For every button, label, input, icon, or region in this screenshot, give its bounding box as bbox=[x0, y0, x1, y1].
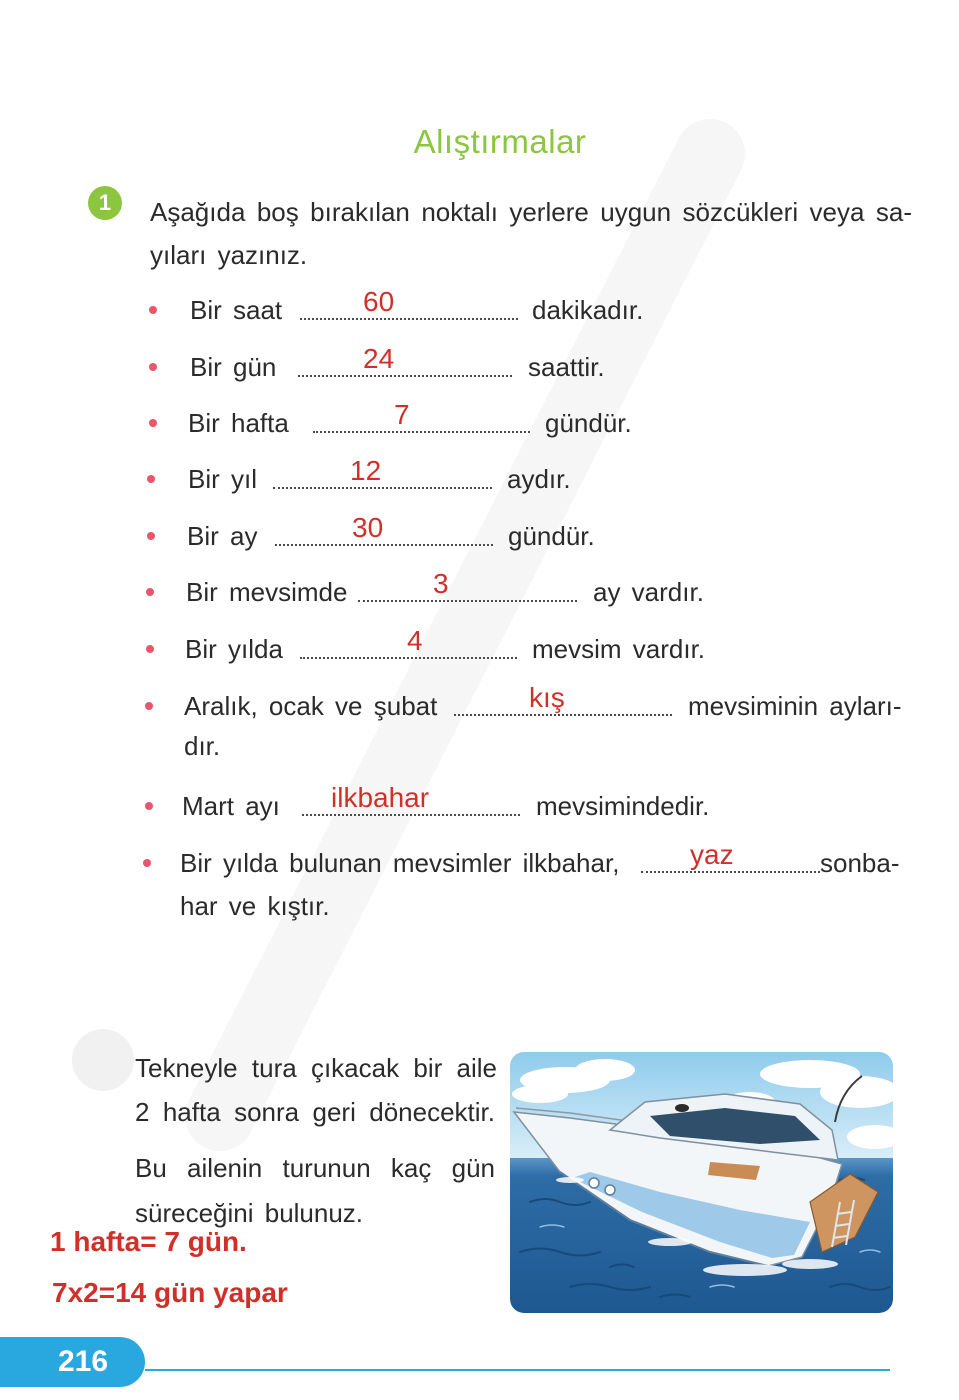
item-text-after: mevsiminin ayları- bbox=[688, 691, 902, 721]
handwritten-answer: 3 bbox=[433, 568, 449, 599]
exercise-1-number-badge: 1 bbox=[88, 186, 122, 220]
handwritten-answer: ilkbahar bbox=[331, 782, 430, 813]
item-text-before: Bir yılda bulunan mevsimler ilkbahar, bbox=[180, 848, 620, 878]
item-text-after: mevsimindedir. bbox=[536, 791, 710, 821]
bullet-dot bbox=[149, 306, 157, 314]
exercise-1-instruction-line-1: Aşağıda boş bırakılan noktalı yerlere uygun sözcükleri veya sa- bbox=[150, 197, 912, 227]
item-text-after: mevsim vardır. bbox=[532, 634, 706, 664]
handwritten-answer: yaz bbox=[690, 839, 734, 870]
item-text-before: Bir saat bbox=[190, 295, 283, 325]
item-text-before: Bir hafta bbox=[188, 408, 289, 438]
handwritten-answer: 7 bbox=[394, 399, 410, 430]
fill-item-1 bbox=[0, 286, 959, 326]
item-text-after: gündür. bbox=[508, 521, 595, 551]
exercise-2-line-3: Bu ailenin turunun kaç gün bbox=[135, 1153, 495, 1183]
bullet-dot bbox=[145, 702, 153, 710]
item-text-after: dakikadır. bbox=[532, 295, 644, 325]
bullet-dot bbox=[147, 475, 155, 483]
fill-item-6 bbox=[0, 568, 959, 608]
item-text-after: ay vardır. bbox=[593, 577, 704, 607]
boat-illustration bbox=[510, 1052, 893, 1313]
exercise-2-line-4: süreceğini bulunuz. bbox=[135, 1198, 364, 1228]
bullet-dot bbox=[143, 859, 151, 867]
dotted-blank bbox=[300, 294, 518, 320]
exercise-1-instruction-line-2: yıları yazınız. bbox=[150, 240, 308, 270]
handwritten-answer: 24 bbox=[363, 343, 395, 374]
fill-item-5 bbox=[0, 512, 959, 552]
bullet-dot bbox=[149, 363, 157, 371]
fill-item-7 bbox=[0, 625, 959, 665]
item-text-before: Bir gün bbox=[190, 352, 277, 382]
dotted-blank bbox=[358, 576, 577, 602]
fill-item-8 bbox=[0, 682, 959, 722]
item-text-before: Aralık, ocak ve şubat bbox=[184, 691, 438, 721]
fill-item-3 bbox=[0, 399, 959, 439]
roof-light bbox=[675, 1104, 689, 1112]
item-text-before: Bir yıl bbox=[188, 464, 257, 494]
handwritten-solution-line-2: 7x2=14 gün yapar bbox=[52, 1277, 288, 1308]
exercise-2-line-2: 2 hafta sonra geri dönecektir. bbox=[135, 1097, 495, 1127]
item-text-before: Bir mevsimde bbox=[186, 577, 348, 607]
page-number: 216 bbox=[58, 1345, 109, 1378]
bullet-dot bbox=[146, 588, 154, 596]
page-number-badge bbox=[0, 1337, 145, 1387]
handwritten-answer: 60 bbox=[363, 286, 395, 317]
item-text-after: saattir. bbox=[528, 352, 605, 382]
fill-item-10 bbox=[0, 839, 959, 879]
fill-item-9 bbox=[0, 782, 959, 822]
item-text-before: Mart ayı bbox=[182, 791, 280, 821]
page-title: Alıştırmalar bbox=[413, 123, 587, 160]
bullet-dot bbox=[146, 645, 154, 653]
exercise-2-number-circle bbox=[72, 1029, 134, 1091]
item-text-continuation: har ve kıştır. bbox=[180, 891, 330, 921]
dotted-blank bbox=[298, 351, 512, 377]
porthole bbox=[589, 1178, 599, 1188]
handwritten-answer: 30 bbox=[352, 512, 384, 543]
handwritten-answer: 12 bbox=[350, 455, 382, 486]
handwritten-solution-line-1: 1 hafta= 7 gün. bbox=[50, 1226, 247, 1257]
bullet-dot bbox=[147, 532, 155, 540]
item-text-before: Bir yılda bbox=[185, 634, 283, 664]
fill-item-4 bbox=[0, 455, 959, 495]
fill-item-2 bbox=[0, 343, 959, 383]
item-text-after: sonba- bbox=[820, 848, 900, 878]
footer-rule bbox=[145, 1369, 890, 1371]
item-text-after: aydır. bbox=[507, 464, 571, 494]
handwritten-answer: kış bbox=[529, 682, 565, 713]
dotted-blank bbox=[275, 520, 493, 546]
item-text-after: gündür. bbox=[545, 408, 632, 438]
bullet-dot bbox=[149, 419, 157, 427]
dotted-blank bbox=[313, 407, 530, 433]
item-text-continuation: dır. bbox=[184, 731, 221, 761]
exercise-2-line-1: Tekneyle tura çıkacak bir aile bbox=[135, 1053, 497, 1083]
dotted-blank bbox=[273, 463, 492, 489]
item-text-before: Bir ay bbox=[187, 521, 258, 551]
porthole bbox=[605, 1185, 615, 1195]
handwritten-answer: 4 bbox=[407, 625, 423, 656]
bullet-dot bbox=[145, 802, 153, 810]
